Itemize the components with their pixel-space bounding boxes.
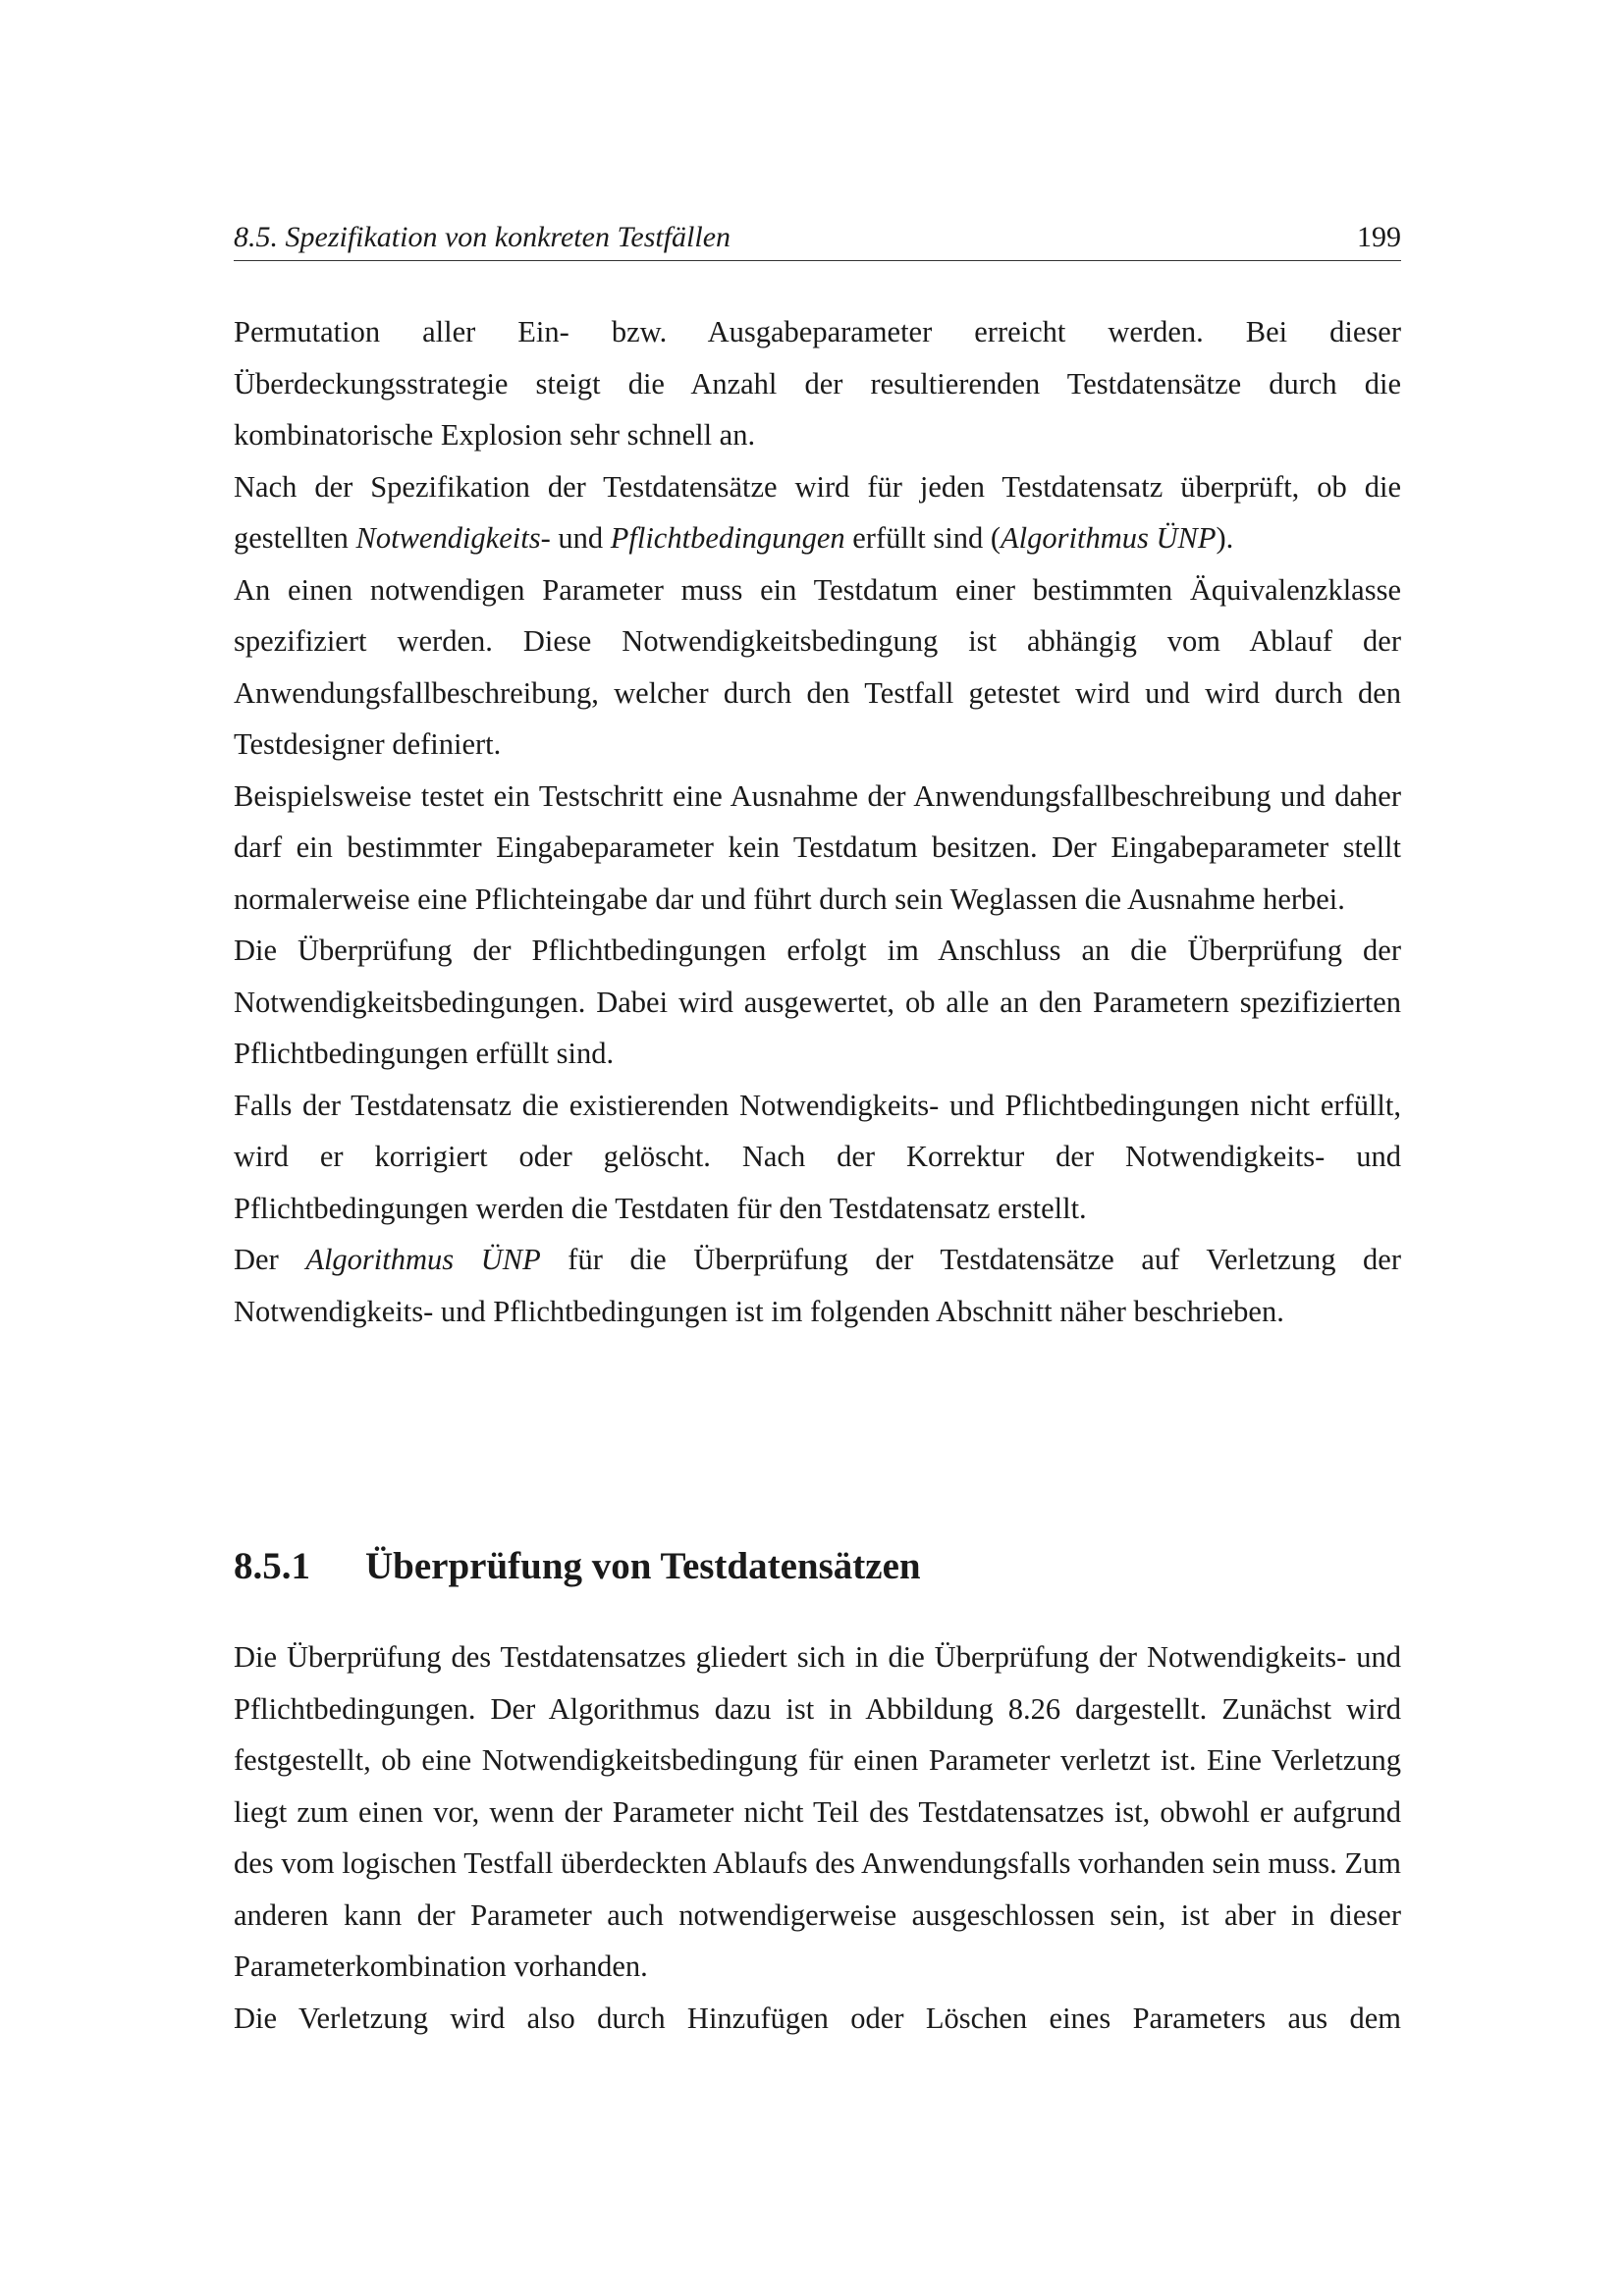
paragraph-7-text: Der <box>234 1243 306 1276</box>
emphasis-algorithmus-unp: Algorithmus ÜNP <box>1001 521 1217 555</box>
paragraph-3: An einen notwendigen Parameter muss ein Testdatum einer bestimmten Äquivalenzklasse spezifiziert werden. Diese Notwendigkeitsbedingung ist abhängig vom Ablauf der Anwendungsfallbeschreibung, welcher durch den Testfall getestet wird und wird durch den Testdesigner definiert. <box>234 572 1401 761</box>
page-number: 199 <box>1357 221 1401 253</box>
paragraph-7-text: für die Überprüfung der Testdatensätze auf Verletzung der Notwendigkeits- und Pflichtbedingungen ist im folgenden Abschnitt näher beschrieben. <box>234 1243 1401 1328</box>
paragraph-2 <box>234 461 1401 564</box>
paragraph-6: Falls der Testdatensatz die existierenden Notwendigkeits- und Pflichtbedingungen nicht erfüllt, wird er korrigiert oder gelöscht. Nach der Korrektur der Notwendigkeits- und Pflichtbedingungen werden die Testdaten für den Testdatensatz erstellt. <box>234 1088 1401 1225</box>
running-title: 8.5. Spezifikation von konkreten Testfällen <box>234 221 731 253</box>
section-heading <box>234 1541 1401 1592</box>
paragraph-2-text: ). <box>1216 521 1234 555</box>
paragraph-4: Beispielsweise testet ein Testschritt eine Ausnahme der Anwendungsfallbeschreibung und daher darf ein bestimmter Eingabeparameter kein Testdatum besitzen. Der Eingabeparameter stellt normalerweise eine Pflichteingabe dar und führt durch sein Weglassen die Ausnahme herbei. <box>234 778 1401 916</box>
section-title: Überprüfung von Testdatensätzen <box>365 1545 921 1587</box>
paragraph-2-text: erfüllt sind ( <box>844 521 1001 555</box>
paragraph-1: Permutation aller Ein- bzw. Ausgabeparameter erreicht werden. Bei dieser Überdeckungsstrategie steigt die Anzahl der resultierenden Testdatensätze durch die kombinatorische Explosion sehr schnell an. <box>234 315 1401 452</box>
paragraph-2-text: und <box>550 521 611 555</box>
emphasis-pflichtbedingungen: Pflichtbedingungen <box>610 521 845 555</box>
emphasis-notwendigkeits: Notwendigkeits- <box>355 521 551 555</box>
page-header <box>234 218 1401 261</box>
paragraph-7 <box>234 1234 1401 1337</box>
section-paragraph-1: Die Überprüfung des Testdatensatzes gliedert sich in die Überprüfung der Notwendigkeits- und Pflichtbedingungen. Der Algorithmus dazu ist in Abbildung 8.26 dargestellt. Zunächst wird festgestellt, ob eine Notwendigkeitsbedingung für einen Parameter verletzt ist. Eine Verletzung liegt zum einen vor, wenn der Parameter nicht Teil des Testdatensatzes ist, obwohl er aufgrund des vom logischen Testfall überdeckten Ablaufs des Anwendungsfalls vorhanden sein muss. Zum anderen kann der Parameter auch notwendigerweise ausgeschlossen sein, ist aber in dieser Parameterkombination vorhanden. <box>234 1640 1401 1983</box>
body-text <box>234 306 1401 1337</box>
section-body-text <box>234 1631 1401 2044</box>
paragraph-2-text: Nach der Spezifikation der Testdatensätze wird für jeden Testdatensatz überprüft, ob die gestellten <box>234 469 1401 555</box>
section-paragraph-2: Die Verletzung wird also durch Hinzufügen oder Löschen eines Parameters aus dem <box>234 2001 1401 2035</box>
emphasis-algorithmus-unp: Algorithmus ÜNP <box>305 1243 541 1276</box>
section-number: 8.5.1 <box>234 1545 310 1587</box>
paragraph-5: Die Überprüfung der Pflichtbedingungen erfolgt im Anschluss an die Überprüfung der Notwendigkeitsbedingungen. Dabei wird ausgewertet, ob alle an den Parametern spezifizierten Pflichtbedingungen erfüllt sind. <box>234 934 1401 1070</box>
